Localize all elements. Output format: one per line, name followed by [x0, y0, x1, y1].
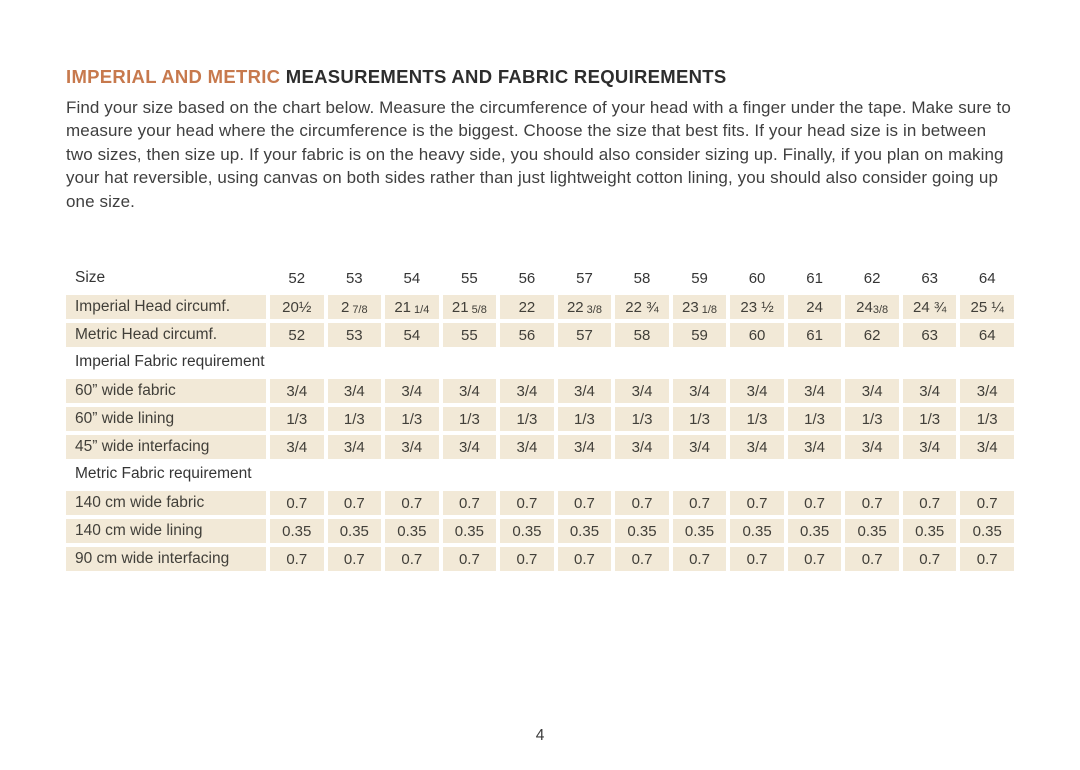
table-cell: 0.35	[845, 519, 899, 543]
table-cell: 3/4	[845, 379, 899, 403]
table-cell: 0.7	[615, 491, 669, 515]
table-cell: 3/4	[788, 379, 842, 403]
table-cell: 0.7	[845, 547, 899, 571]
fraction-text: 1/8	[701, 303, 718, 316]
table-cell: 3/4	[960, 435, 1014, 459]
table-cell: 52	[270, 323, 324, 347]
table-cell: 3/4	[558, 435, 612, 459]
table-cell: 1/3	[500, 407, 554, 431]
fraction-text: 3/8	[872, 303, 889, 316]
row-label: Imperial Head circumf.	[66, 295, 266, 319]
fraction-text: 5/8	[471, 303, 487, 316]
table-cell: 55	[443, 323, 497, 347]
table-cell: 55	[461, 269, 478, 287]
table-cell: 62	[845, 323, 899, 347]
table-cell: 0.7	[270, 491, 324, 515]
table-cell: 54	[403, 269, 421, 287]
table-cell: 60	[730, 323, 784, 347]
table-cell: 0.35	[500, 519, 554, 543]
table-cell: 1/3	[270, 407, 324, 431]
table-cell: 0.7	[903, 491, 957, 515]
table-row	[66, 407, 1014, 431]
table-cell: 3/4	[788, 435, 842, 459]
table-cell: 58	[633, 269, 651, 287]
table-row	[66, 379, 1014, 403]
row-label: 60” wide lining	[66, 407, 266, 431]
table-cell: 3/4	[960, 379, 1014, 403]
table-cell: 0.7	[443, 491, 497, 515]
table-cell: 0.7	[903, 547, 957, 571]
table-cell: 0.7	[960, 491, 1014, 515]
table-cell: 0.7	[673, 547, 727, 571]
table-cell: 57	[558, 323, 612, 347]
fraction-text: 3/8	[586, 303, 602, 316]
table-cell: 24	[788, 295, 842, 319]
table-cell: 64	[978, 269, 996, 287]
table-cell: 3/4	[558, 379, 612, 403]
table-cell: 0.35	[385, 519, 439, 543]
table-cell: 1/3	[615, 407, 669, 431]
size-header-row	[66, 267, 1014, 289]
table-cell: 59	[673, 323, 727, 347]
row-label: 45” wide interfacing	[66, 435, 266, 459]
table-cell: 0.7	[960, 547, 1014, 571]
table-cell: 3/4	[270, 379, 324, 403]
table-row	[66, 295, 1014, 319]
fraction-text: 1/4	[414, 303, 430, 316]
table-cell: 23 1/8	[673, 295, 727, 319]
table-cell: 3/4	[443, 435, 497, 459]
table-cell: 61	[788, 323, 842, 347]
page-number: 4	[535, 727, 545, 744]
table-cell: 3/4	[385, 379, 439, 403]
row-label: 60” wide fabric	[66, 379, 266, 403]
table-cell: 56	[518, 269, 536, 287]
table-cell: 0.7	[788, 547, 842, 571]
table-cell: 61	[806, 269, 823, 287]
table-cell: 0.35	[558, 519, 612, 543]
table-cell: 1/3	[443, 407, 497, 431]
table-cell: 0.35	[730, 519, 784, 543]
table-row	[66, 547, 1014, 571]
table-cell: 24 ¾	[903, 295, 957, 319]
table-cell: 0.7	[730, 491, 784, 515]
table-cell: 0.35	[903, 519, 957, 543]
table-cell: 0.7	[328, 491, 382, 515]
table-cell: 1/3	[385, 407, 439, 431]
table-cell: 21 1/4	[385, 295, 439, 319]
table-cell: 53	[328, 323, 382, 347]
table-cell: 1/3	[903, 407, 957, 431]
page-content	[66, 66, 1016, 575]
row-label: 140 cm wide lining	[66, 519, 266, 543]
table-cell: 0.7	[500, 547, 554, 571]
table-cell: 3/4	[615, 379, 669, 403]
table-cell: 22 ¾	[615, 295, 669, 319]
section-label: Imperial Fabric requirement	[75, 353, 265, 371]
row-label: Size	[75, 269, 106, 287]
table-cell: 0.7	[328, 547, 382, 571]
table-cell: 3/4	[500, 379, 554, 403]
row-label: 140 cm wide fabric	[66, 491, 266, 515]
table-cell: 3/4	[903, 379, 957, 403]
table-cell: 2 7/8	[328, 295, 382, 319]
table-cell: 1/3	[730, 407, 784, 431]
table-cell: 3/4	[903, 435, 957, 459]
table-cell: 0.35	[328, 519, 382, 543]
table-cell: 57	[576, 269, 593, 287]
table-cell: 3/4	[845, 435, 899, 459]
table-cell: 0.7	[558, 547, 612, 571]
table-cell: 3/4	[615, 435, 669, 459]
table-row	[66, 491, 1014, 515]
table-cell: 1/3	[328, 407, 382, 431]
page-title	[66, 66, 1016, 88]
section-label: Metric Fabric requirement	[75, 465, 252, 483]
table-cell: 0.7	[845, 491, 899, 515]
table-cell: 63	[903, 323, 957, 347]
table-cell: 1/3	[960, 407, 1014, 431]
table-cell: 25 ¼	[960, 295, 1014, 319]
table-cell: 59	[691, 269, 708, 287]
table-cell: 0.35	[673, 519, 727, 543]
table-cell: 0.7	[788, 491, 842, 515]
table-cell: 0.7	[385, 547, 439, 571]
intro-paragraph: Find your size based on the chart below. Measure the circumference of your head with a finger under the tape. Make sure to measure your head where the circumference is the biggest. Choose the size that best fits. If your head size is in between two sizes, then size up. If your fabric is on the heavy side, you should also consider sizing up. Finally, if you plan on making your hat reversible, using canvas on both sides rather than just lightweight cotton lining, you should also consider going up one size.	[66, 98, 1011, 211]
table-cell: 0.35	[443, 519, 497, 543]
table-cell: 23 ½	[730, 295, 784, 319]
table-cell: 3/4	[328, 379, 382, 403]
table-cell: 1/3	[673, 407, 727, 431]
table-cell: 3/4	[270, 435, 324, 459]
page-title-accent: IMPERIAL AND METRIC	[66, 66, 286, 87]
table-cell: 3/4	[673, 379, 727, 403]
table-cell: 62	[863, 269, 881, 287]
table-row	[66, 519, 1014, 543]
table-cell: 52	[288, 269, 306, 287]
table-cell: 0.7	[270, 547, 324, 571]
table-cell: 0.7	[673, 491, 727, 515]
table-cell: 1/3	[845, 407, 899, 431]
table-cell: 1/3	[788, 407, 842, 431]
fraction-text: 7/8	[352, 303, 368, 316]
table-cell: 21 5/8	[443, 295, 497, 319]
table-cell: 1/3	[558, 407, 612, 431]
table-cell: 3/4	[673, 435, 727, 459]
table-cell: 54	[385, 323, 439, 347]
table-cell: 22 3/8	[558, 295, 612, 319]
table-cell: 58	[615, 323, 669, 347]
page-title-rest: MEASUREMENTS AND FABRIC REQUIREMENTS	[285, 66, 727, 87]
table-cell: 0.35	[960, 519, 1014, 543]
table-cell: 3/4	[730, 435, 784, 459]
table-cell: 0.7	[730, 547, 784, 571]
table-cell: 20½	[270, 295, 324, 319]
table-cell: 3/4	[500, 435, 554, 459]
table-cell: 63	[921, 269, 939, 287]
table-cell: 0.7	[385, 491, 439, 515]
table-row	[66, 323, 1014, 347]
table-row	[66, 435, 1014, 459]
table-cell: 0.7	[615, 547, 669, 571]
table-cell: 243/8	[845, 295, 899, 319]
table-cell: 53	[345, 269, 363, 287]
table-cell: 3/4	[730, 379, 784, 403]
table-cell: 0.35	[615, 519, 669, 543]
row-label: 90 cm wide interfacing	[66, 547, 266, 571]
table-cell: 0.7	[558, 491, 612, 515]
table-cell: 0.7	[500, 491, 554, 515]
row-label: Metric Head circumf.	[66, 323, 266, 347]
table-cell: 3/4	[443, 379, 497, 403]
table-cell: 22	[500, 295, 554, 319]
size-table	[66, 267, 1014, 571]
table-cell: 64	[960, 323, 1014, 347]
table-cell: 60	[748, 269, 766, 287]
table-cell: 3/4	[385, 435, 439, 459]
table-cell: 3/4	[328, 435, 382, 459]
table-cell: 0.7	[443, 547, 497, 571]
table-cell: 56	[500, 323, 554, 347]
table-cell: 0.35	[788, 519, 842, 543]
table-cell: 0.35	[270, 519, 324, 543]
